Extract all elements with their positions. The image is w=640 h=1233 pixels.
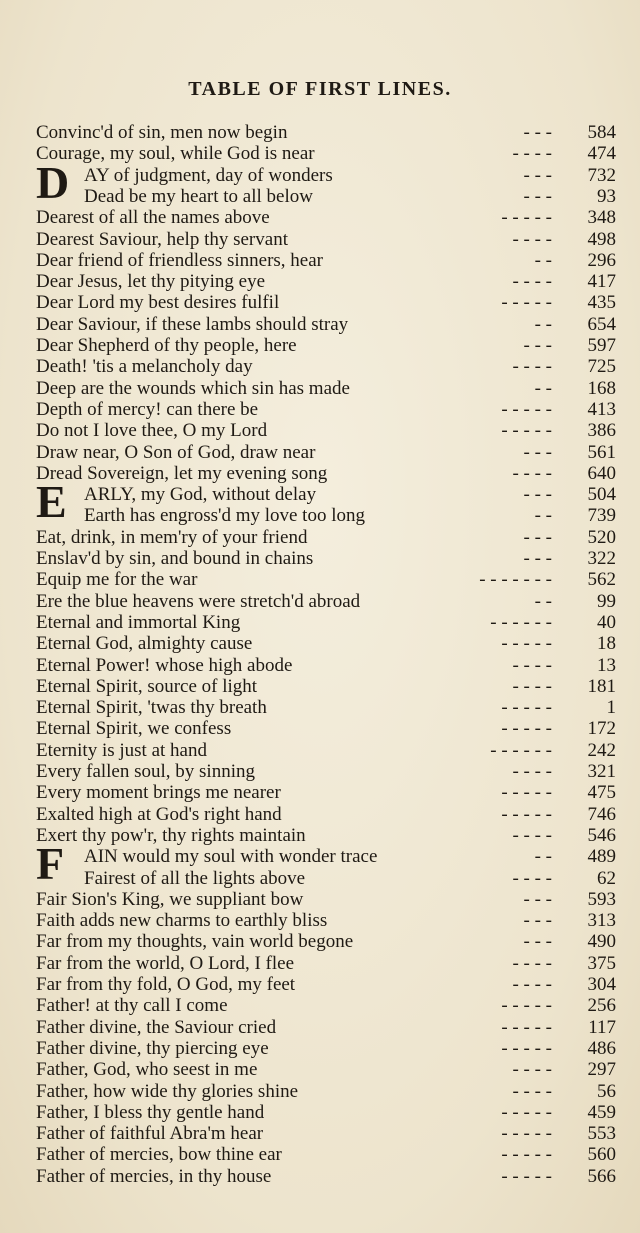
list-item — [36, 1059, 616, 1080]
list-item — [36, 974, 616, 995]
first-line-text: Draw near, O Son of God, draw near — [36, 441, 316, 463]
list-item — [36, 910, 616, 931]
hymn-number: 489 — [587, 846, 616, 868]
leader-dashes: - - — [534, 846, 552, 868]
first-line-text: Eternal God, almighty cause — [36, 633, 253, 655]
drop-cap: D — [36, 156, 70, 208]
list-item — [36, 378, 616, 399]
first-line-text: Eternity is just at hand — [36, 739, 207, 761]
list-item — [36, 484, 616, 505]
leader-dashes: - - - — [523, 335, 552, 356]
leader-dashes: - - - - - — [501, 1165, 552, 1187]
first-line-text: Every moment brings me nearer — [36, 782, 281, 804]
hymn-number: 18 — [597, 633, 616, 655]
hymn-number: 40 — [597, 611, 616, 633]
leader-dashes: - - - - - — [501, 633, 552, 655]
first-line-text: Far from the world, O Lord, I flee — [36, 952, 295, 974]
list-item — [36, 527, 616, 548]
first-line-text: Ere the blue heavens were stretch'd abroad — [36, 590, 361, 612]
leader-dashes: - - - - — [512, 952, 552, 974]
leader-dashes: - - - - - — [501, 1037, 552, 1059]
hymn-number: 321 — [587, 761, 616, 782]
hymn-number: 597 — [587, 335, 616, 356]
hymn-number: 242 — [587, 739, 616, 761]
leader-dashes: - - - - - — [501, 398, 552, 420]
list-item — [36, 718, 616, 739]
hymn-number: 386 — [587, 420, 616, 442]
list-item — [36, 655, 616, 676]
list-item — [36, 399, 616, 420]
first-line-text: Far from my thoughts, vain world begone — [36, 931, 354, 953]
list-item — [36, 186, 616, 207]
hymn-number: 296 — [587, 249, 616, 271]
leader-dashes: - - - - — [512, 356, 552, 378]
first-line-text: AIN would my soul with wonder trace — [84, 846, 378, 868]
leader-dashes: - - - - - — [501, 1101, 552, 1123]
leader-dashes: - - — [534, 313, 552, 335]
leader-dashes: - - - - - — [501, 697, 552, 719]
first-line-text: AY of judgment, day of wonders — [84, 164, 333, 186]
list-item — [36, 314, 616, 335]
leader-dashes: - - - - - — [501, 207, 552, 229]
hymn-number: 62 — [597, 867, 616, 889]
leader-dashes: - - - - - — [501, 782, 552, 804]
first-line-text: Dear Lord my best desires fulfil — [36, 292, 280, 314]
list-item — [36, 143, 616, 164]
first-line-text: Depth of mercy! can there be — [36, 398, 259, 420]
list-item — [36, 931, 616, 952]
list-item — [36, 782, 616, 803]
leader-dashes: - - - - — [512, 867, 552, 889]
leader-dashes: - - - - - - - — [479, 569, 552, 591]
hymn-number: 172 — [587, 718, 616, 740]
first-line-text: Father! at thy call I come — [36, 995, 228, 1017]
first-line-text: Fairest of all the lights above — [84, 867, 306, 889]
first-line-text: Dear Jesus, let thy pitying eye — [36, 271, 266, 293]
hymn-number: 117 — [588, 1016, 616, 1038]
list-item — [36, 633, 616, 654]
first-line-text: Courage, my soul, while God is near — [36, 143, 315, 165]
leader-dashes: - - - - - — [501, 995, 552, 1017]
first-line-text: Faith adds new charms to earthly bliss — [36, 910, 328, 932]
list-item — [36, 271, 616, 292]
leader-dashes: - - - - - — [501, 292, 552, 314]
list-item — [36, 548, 616, 569]
leader-dashes: - - - — [523, 931, 552, 953]
first-line-text: Eat, drink, in mem'ry of your friend — [36, 526, 308, 548]
list-item — [36, 846, 616, 867]
list-item — [36, 420, 616, 441]
first-line-text: Equip me for the war — [36, 569, 198, 591]
list-item — [36, 825, 616, 846]
leader-dashes: - - - — [523, 185, 552, 207]
first-line-text: Father of faithful Abra'm hear — [36, 1123, 264, 1145]
hymn-number: 553 — [587, 1123, 616, 1145]
first-line-text: ARLY, my God, without delay — [84, 484, 317, 506]
first-line-text: Dread Sovereign, let my evening song — [36, 462, 328, 484]
first-line-text: Eternal and immortal King — [36, 611, 241, 633]
list-item — [36, 1102, 616, 1123]
page-title: TABLE OF FIRST LINES. — [188, 78, 452, 100]
leader-dashes: - - - - — [512, 228, 552, 250]
leader-dashes: - - - — [523, 548, 552, 569]
hymn-number: 474 — [587, 143, 616, 165]
leader-dashes: - - - - — [512, 143, 552, 165]
first-line-text: Convinc'd of sin, men now begin — [36, 122, 288, 143]
leader-dashes: - - - — [523, 526, 552, 548]
first-line-text: Father of mercies, in thy house — [36, 1165, 272, 1187]
first-line-text: Dead be my heart to all below — [84, 185, 313, 207]
first-line-text: Father divine, thy piercing eye — [36, 1037, 269, 1059]
first-line-text: Father, God, who seest in me — [36, 1059, 258, 1081]
first-line-text: Father, I bless thy gentle hand — [36, 1101, 265, 1123]
list-item — [36, 740, 616, 761]
leader-dashes: - - - — [523, 164, 552, 186]
hymn-number: 313 — [587, 910, 616, 932]
leader-dashes: - - — [534, 505, 552, 527]
list-item — [36, 889, 616, 910]
hymn-number: 99 — [597, 590, 616, 612]
leader-dashes: - - - - - - — [490, 611, 552, 633]
hymn-number: 375 — [587, 952, 616, 974]
first-line-text: Eternal Spirit, we confess — [36, 718, 232, 740]
hymn-number: 640 — [587, 462, 616, 484]
first-line-text: Dear friend of friendless sinners, hear — [36, 249, 323, 271]
hymn-number: 304 — [587, 974, 616, 995]
hymn-number: 561 — [587, 441, 616, 463]
hymn-number: 486 — [587, 1037, 616, 1059]
list-item — [36, 250, 616, 271]
leader-dashes: - - - - — [512, 824, 552, 846]
list-item — [36, 995, 616, 1016]
leader-dashes: - - - — [523, 441, 552, 463]
first-line-text: Every fallen soul, by sinning — [36, 761, 255, 782]
first-line-text: Deep are the wounds which sin has made — [36, 377, 350, 399]
hymn-number: 93 — [597, 185, 616, 207]
leader-dashes: - - — [534, 590, 552, 612]
list-item — [36, 207, 616, 228]
leader-dashes: - - - - - - — [490, 739, 552, 761]
list-item — [36, 676, 616, 697]
hymn-number: 584 — [587, 122, 616, 143]
leader-dashes: - - - — [523, 122, 552, 143]
first-line-text: Far from thy fold, O God, my feet — [36, 974, 296, 995]
first-line-text: Death! 'tis a melancholy day — [36, 356, 253, 378]
list-item — [36, 591, 616, 612]
hymn-number: 322 — [587, 548, 616, 569]
drop-cap: F — [36, 838, 65, 890]
list-item — [36, 1123, 616, 1144]
leader-dashes: - - — [534, 377, 552, 399]
first-line-text: Do not I love thee, O my Lord — [36, 420, 268, 442]
hymn-number: 520 — [587, 526, 616, 548]
hymn-number: 256 — [587, 995, 616, 1017]
list-item — [36, 1144, 616, 1165]
leader-dashes: - - - - — [512, 462, 552, 484]
leader-dashes: - - - - - — [501, 1016, 552, 1038]
hymn-number: 562 — [587, 569, 616, 591]
hymn-number: 504 — [587, 484, 616, 506]
list-item — [36, 122, 616, 143]
first-line-text: Dear Saviour, if these lambs should stray — [36, 313, 349, 335]
hymn-number: 56 — [597, 1080, 616, 1102]
leader-dashes: - - - - — [512, 974, 552, 995]
first-line-text: Fair Sion's King, we suppliant bow — [36, 888, 304, 910]
first-line-text: Dearest of all the names above — [36, 207, 270, 229]
first-line-text: Dear Shepherd of thy people, here — [36, 335, 297, 356]
leader-dashes: - - - - - — [501, 718, 552, 740]
list-item — [36, 505, 616, 526]
hymn-number: 739 — [587, 505, 616, 527]
first-line-text: Exalted high at God's right hand — [36, 803, 282, 825]
list-item — [36, 335, 616, 356]
leader-dashes: - - - - — [512, 761, 552, 782]
first-line-text: Father divine, the Saviour cried — [36, 1016, 277, 1038]
leader-dashes: - - - - — [512, 1059, 552, 1081]
hymn-number: 297 — [587, 1059, 616, 1081]
leader-dashes: - - - - — [512, 271, 552, 293]
first-line-text: Exert thy pow'r, thy rights maintain — [36, 824, 306, 846]
leader-dashes: - - - - — [512, 675, 552, 697]
first-line-text: Eternal Spirit, source of light — [36, 675, 258, 697]
first-line-text: Father of mercies, bow thine ear — [36, 1144, 282, 1166]
hymn-number: 168 — [587, 377, 616, 399]
hymn-number: 725 — [587, 356, 616, 378]
hymn-number: 435 — [587, 292, 616, 314]
hymn-number: 560 — [587, 1144, 616, 1166]
leader-dashes: - - — [534, 249, 552, 271]
list-item — [36, 229, 616, 250]
list-item — [36, 697, 616, 718]
list-item — [36, 463, 616, 484]
list-item — [36, 761, 616, 782]
hymn-number: 475 — [587, 782, 616, 804]
leader-dashes: - - - - — [512, 654, 552, 676]
first-line-text: Earth has engross'd my love too long — [84, 505, 365, 527]
list-item — [36, 442, 616, 463]
list-item — [36, 165, 616, 186]
first-line-text: Enslav'd by sin, and bound in chains — [36, 548, 314, 569]
first-line-text: Father, how wide thy glories shine — [36, 1080, 299, 1102]
list-item — [36, 1166, 616, 1187]
list-item — [36, 1017, 616, 1038]
list-item — [36, 569, 616, 590]
leader-dashes: - - - - - — [501, 420, 552, 442]
hymn-number: 413 — [587, 398, 616, 420]
first-line-text: Dearest Saviour, help thy servant — [36, 228, 288, 250]
hymn-number: 13 — [597, 654, 616, 676]
list-item — [36, 1038, 616, 1059]
drop-cap: E — [36, 476, 67, 528]
hymn-number: 732 — [587, 164, 616, 186]
first-line-text: Eternal Power! whose high abode — [36, 654, 293, 676]
list-item — [36, 868, 616, 889]
hymn-number: 348 — [587, 207, 616, 229]
leader-dashes: - - - — [523, 910, 552, 932]
list-item — [36, 1081, 616, 1102]
list-item — [36, 356, 616, 377]
leader-dashes: - - - - - — [501, 803, 552, 825]
list-item — [36, 292, 616, 313]
leader-dashes: - - - — [523, 888, 552, 910]
hymn-number: 1 — [606, 697, 616, 719]
hymn-number: 593 — [587, 888, 616, 910]
hymn-number: 654 — [587, 313, 616, 335]
leader-dashes: - - - - - — [501, 1144, 552, 1166]
first-line-text: Eternal Spirit, 'twas thy breath — [36, 697, 267, 719]
hymn-number: 566 — [587, 1165, 616, 1187]
hymn-number: 498 — [587, 228, 616, 250]
hymn-number: 546 — [587, 824, 616, 846]
leader-dashes: - - - — [523, 484, 552, 506]
leader-dashes: - - - - - — [501, 1123, 552, 1145]
hymn-number: 181 — [587, 675, 616, 697]
hymn-number: 490 — [587, 931, 616, 953]
hymn-number: 459 — [587, 1101, 616, 1123]
leader-dashes: - - - - — [512, 1080, 552, 1102]
hymn-number: 746 — [587, 803, 616, 825]
list-item — [36, 953, 616, 974]
list-item — [36, 612, 616, 633]
list-item — [36, 804, 616, 825]
hymn-number: 417 — [587, 271, 616, 293]
